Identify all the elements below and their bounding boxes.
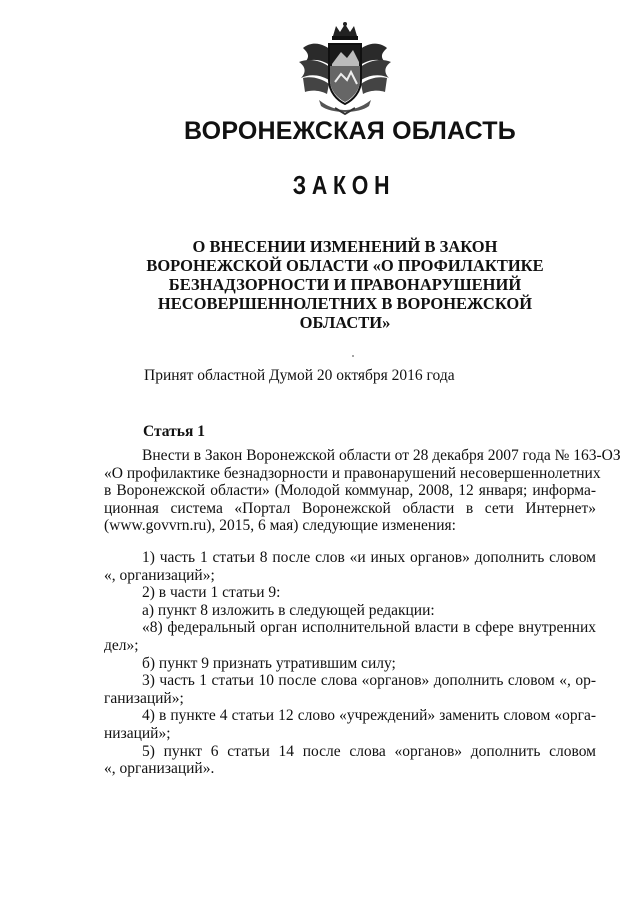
- item-line: 5) пункт 6 статьи 14 после слова «органов» дополнить словом: [142, 742, 596, 760]
- item-line: «, организаций».: [104, 760, 215, 778]
- text-line: (www.govvrn.ru), 2015, 6 мая) следующие изменения:: [104, 517, 456, 535]
- text-line: «О профилактике безнадзорности и правонарушений несовершеннолетних: [104, 464, 601, 482]
- law-title-line: О ВНЕСЕНИИ ИЗМЕНЕНИЙ В ЗАКОН: [192, 237, 498, 256]
- item-line: «8) федеральный орган исполнительной власти в сфере внутренних: [142, 619, 596, 637]
- item-line: б) пункт 9 признать утратившим силу;: [142, 654, 396, 672]
- item-line: ганизаций»;: [104, 689, 184, 707]
- text-line: ционная система «Портал Воронежской области в сети Интернет»: [104, 499, 596, 517]
- document-type-heading: ЗАКОН: [292, 170, 396, 200]
- article-intro-paragraph: [104, 447, 621, 535]
- voronezh-coat-of-arms-icon: [289, 22, 401, 116]
- adoption-note: Принят областной Думой 20 октября 2016 года: [144, 367, 455, 384]
- law-title-line: ОБЛАСТИ»: [299, 313, 391, 332]
- law-title-line: БЕЗНАДЗОРНОСТИ И ПРАВОНАРУШЕНИЙ: [168, 275, 522, 294]
- item-line: «, организаций»;: [104, 566, 215, 584]
- item-line: 2) в части 1 статьи 9:: [142, 584, 281, 602]
- item-line: 4) в пункте 4 статьи 12 слово «учреждений» заменить словом «орга-: [142, 707, 596, 725]
- item-line: 1) часть 1 статьи 8 после слов «и иных органов» дополнить словом: [142, 549, 596, 566]
- law-title-line: ВОРОНЕЖСКОЙ ОБЛАСТИ «О ПРОФИЛАКТИКЕ: [146, 256, 544, 275]
- item-line: низаций»;: [104, 724, 171, 742]
- scan-speck: [352, 355, 354, 357]
- article-heading: Статья 1: [143, 423, 205, 440]
- text-line: Внести в Закон Воронежской области от 28 декабря 2007 года № 163-ОЗ: [142, 447, 621, 464]
- region-title: ВОРОНЕЖСКАЯ ОБЛАСТЬ: [184, 117, 516, 145]
- article-items: [104, 549, 596, 778]
- law-title-line: НЕСОВЕРШЕННОЛЕТНИХ В ВОРОНЕЖСКОЙ: [157, 294, 533, 313]
- text-line: в Воронежской области» (Молодой коммунар, 2008, 12 января; информа-: [104, 482, 596, 500]
- law-title: [140, 237, 550, 332]
- item-line: а) пункт 8 изложить в следующей редакции:: [142, 601, 435, 619]
- item-line: дел»;: [104, 636, 139, 654]
- item-line: 3) часть 1 статьи 10 после слова «органов» дополнить словом «, ор-: [142, 672, 596, 690]
